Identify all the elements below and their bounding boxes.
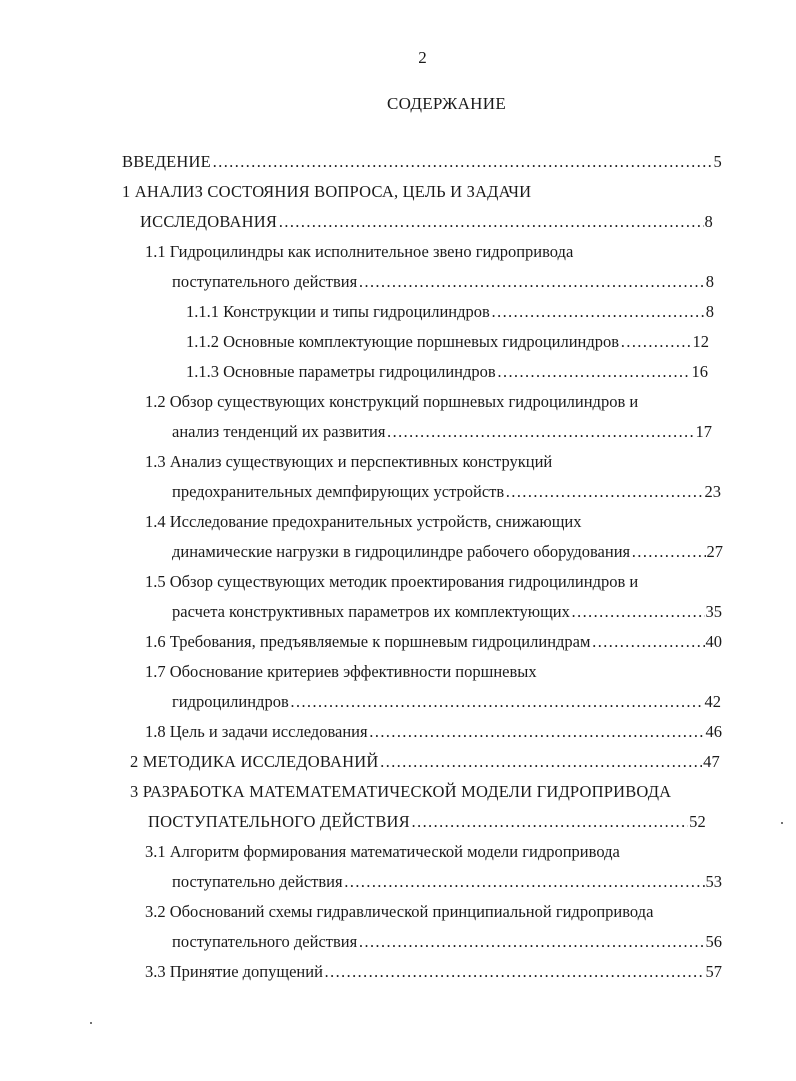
toc-entry-1-5-cont: расчета конструктивных параметров их комплектующих …………………………………………………………………………………………………………………………………………………………………… 35 [172, 600, 722, 624]
toc-entry-1-1-1: 1.1.1 Конструкции и типы гидроцилиндров …………………………………………………………………………………………………………………………………………………………………… 8 [186, 300, 714, 324]
toc-entry-3-1: 3.1 Алгоритм формирования математической модели гидропривода [145, 842, 620, 861]
page-number: 2 [418, 48, 427, 67]
toc-entry-1-4: 1.4 Исследование предохранительных устройств, снижающих [145, 512, 582, 531]
toc-entry-chapter-3-cont: ПОСТУПАТЕЛЬНОГО ДЕЙСТВИЯ …………………………………………………………………………………………………………………………………………………………………… 52 [148, 810, 706, 834]
toc-entry-chapter-1-cont: ИССЛЕДОВАНИЯ …………………………………………………………………………………………………………………………………………………………………… 8 [140, 210, 713, 234]
toc-entry-3-2: 3.2 Обоснований схемы гидравлической принципиальной гидропривода [145, 902, 654, 921]
toc-entry-1-4-cont: динамические нагрузки в гидроцилиндре рабочего оборудования …………………………………………………………………………………………………………………………………………………………………… 27 [172, 540, 723, 564]
toc-entry-1-2: 1.2 Обзор существующих конструкций поршневых гидроцилиндров и [145, 392, 639, 411]
toc-entry-1-1-3: 1.1.3 Основные параметры гидроцилиндров …………………………………………………………………………………………………………………………………………………………………… 16 [186, 360, 708, 384]
toc-entry-1-8: 1.8 Цель и задачи исследования …………………………………………………………………………………………………………………………………………………………………… 46 [145, 720, 722, 744]
toc-entry-1-6: 1.6 Требования, предъявляемые к поршневым гидроцилиндрам …………………………………………………………………………………………………………………………………………………………………… 40 [145, 630, 722, 654]
toc-entry-introduction: ВВЕДЕНИЕ …………………………………………………………………………………………………………………………………………………………………… 5 [122, 150, 722, 174]
toc-entry-chapter-1: 1 АНАЛИЗ СОСТОЯНИЯ ВОПРОСА, ЦЕЛЬ И ЗАДАЧИ [122, 182, 532, 201]
toc-entry-3-3: 3.3 Принятие допущений …………………………………………………………………………………………………………………………………………………………………… 57 [145, 960, 722, 984]
toc-entry-1-3-cont: предохранительных демпфирующих устройств …………………………………………………………………………………………………………………………………………………………………… 23 [172, 480, 721, 504]
toc-entry-1-1: 1.1 Гидроцилиндры как исполнительное звено гидропривода [145, 242, 574, 261]
toc-entry-1-7-cont: гидроцилиндров …………………………………………………………………………………………………………………………………………………………………… 42 [172, 690, 721, 714]
toc-entry-chapter-3: 3 РАЗРАБОТКА МАТЕМАТЕМАТИЧЕСКОЙ МОДЕЛИ ГИДРОПРИВОДА [130, 782, 672, 801]
toc-entry-1-1-2: 1.1.2 Основные комплектующие поршневых гидроцилиндров …………………………………………………………………………………………………………………………………………………………………… 12 [186, 330, 709, 354]
scan-speck [90, 1022, 92, 1024]
toc-entry-1-1-cont: поступательного действия …………………………………………………………………………………………………………………………………………………………………… 8 [172, 270, 714, 294]
toc-entry-1-5: 1.5 Обзор существующих методик проектирования гидроцилиндров и [145, 572, 639, 591]
toc-entry-1-2-cont: анализ тенденций их развития …………………………………………………………………………………………………………………………………………………………………… 17 [172, 420, 712, 444]
toc-entry-1-3: 1.3 Анализ существующих и перспективных конструкций [145, 452, 553, 471]
scan-speck [781, 822, 783, 824]
toc-entry-3-2-cont: поступательного действия …………………………………………………………………………………………………………………………………………………………………… 56 [172, 930, 722, 954]
page-title: СОДЕРЖАНИЕ [386, 94, 507, 113]
toc-entry-3-1-cont: поступательно действия …………………………………………………………………………………………………………………………………………………………………… 53 [172, 870, 722, 894]
toc-entry-1-7: 1.7 Обоснование критериев эффективности поршневых [145, 662, 537, 681]
toc-entry-chapter-2: 2 МЕТОДИКА ИССЛЕДОВАНИЙ …………………………………………………………………………………………………………………………………………………………………… 47 [130, 750, 720, 774]
